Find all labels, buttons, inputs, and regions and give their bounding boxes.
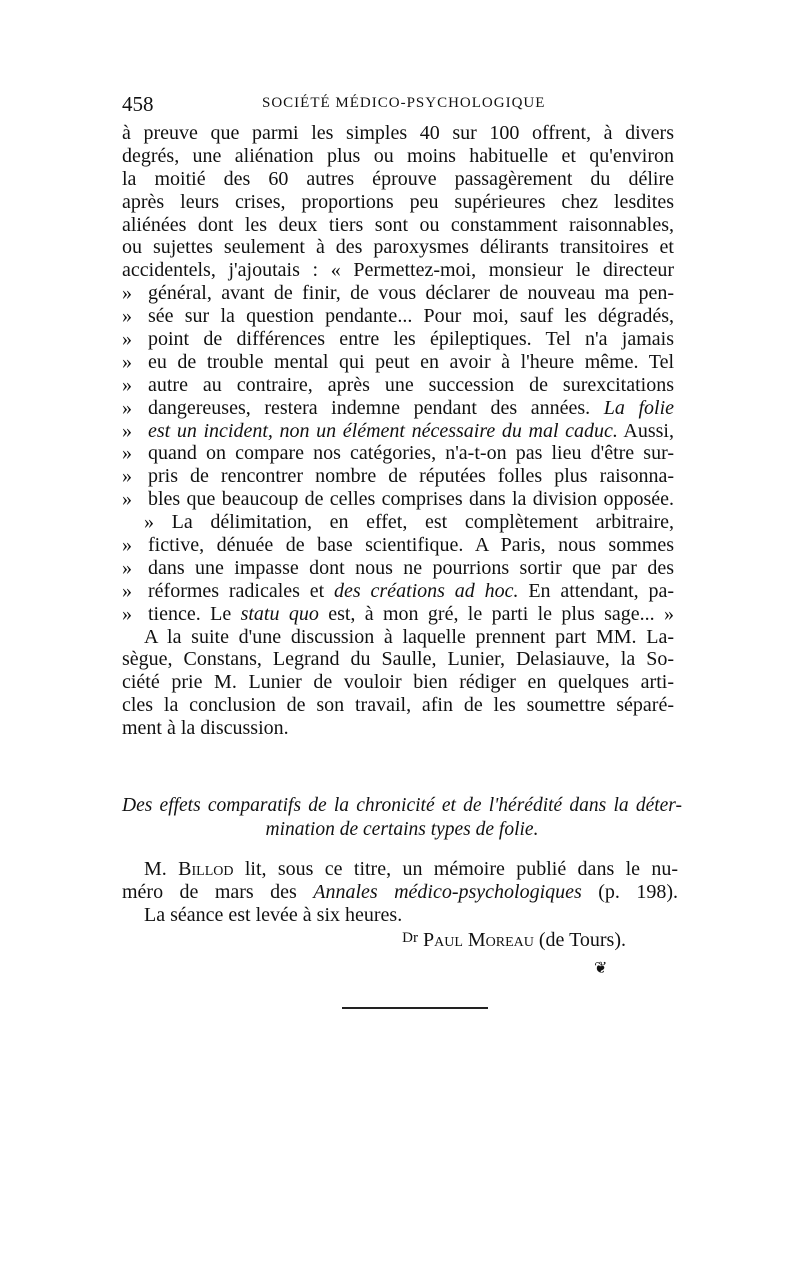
- text-line: ou sujettes seulement à des paroxysmes délirants transitoires et: [122, 236, 674, 259]
- quoted-line: » dans une impasse dont nous ne pourrions sortir que par des: [122, 556, 674, 579]
- quoted-line: » est un incident, non un élément nécessaire du mal caduc. Aussi,: [122, 419, 674, 442]
- quote-mark: »: [122, 556, 132, 579]
- quote-mark: »: [122, 373, 132, 396]
- quoted-line: » fictive, dénuée de base scientifique. A Paris, nous sommes: [122, 534, 674, 557]
- author-name: Billod: [178, 858, 234, 880]
- text-line: A la suite d'une discussion à laquelle prennent part MM. La-: [144, 625, 674, 648]
- quoted-line: » bles que beaucoup de celles comprises dans la division opposée.: [122, 488, 674, 511]
- quote-mark: »: [144, 511, 154, 534]
- quoted-line: » tience. Le statu quo est, à mon gré, le parti le plus sage... »: [122, 602, 674, 625]
- italic-fragment: des créations ad hoc.: [334, 579, 519, 602]
- quote-mark: »: [122, 328, 132, 351]
- quoted-line: » point de différences entre les épileptiques. Tel n'a jamais: [122, 328, 674, 351]
- quoted-line: » général, avant de finir, de vous déclarer de nouveau ma pen-: [122, 282, 674, 305]
- quote-mark: »: [122, 419, 132, 442]
- quoted-line: » autre au contraire, après une succession de surexcitations: [122, 373, 674, 396]
- text-line: La séance est levée à six heures.: [144, 904, 403, 926]
- quote-mark: »: [122, 579, 132, 602]
- closing-paragraph: [122, 858, 678, 950]
- quote-mark: »: [122, 282, 132, 305]
- quoted-line: » La délimitation, en effet, est complètement arbitraire,: [144, 511, 675, 534]
- page-header: [122, 92, 674, 116]
- text-line: ciété prie M. Lunier de vouloir bien rédiger en quelques arti-: [122, 671, 674, 694]
- page-number: 458: [122, 92, 154, 116]
- text-line: M. Billod lit, sous ce titre, un mémoire publié dans le nu-: [144, 858, 679, 880]
- quoted-line: » dangereuses, restera indemne pendant des années. La folie: [122, 396, 674, 419]
- italic-fragment: statu quo: [240, 602, 319, 625]
- text-line: méro de mars des Annales médico-psychologiques (p. 198).: [122, 881, 679, 903]
- journal-title: Annales médico-psychologiques: [313, 881, 582, 903]
- signature: $^{Dr}$ Paul Moreau (de Tours).: [402, 929, 626, 951]
- text-line: sègue, Constans, Legrand du Saulle, Lunier, Delasiauve, la So-: [122, 648, 674, 671]
- quote-mark: »: [122, 396, 132, 419]
- quote-mark: »: [122, 602, 132, 625]
- quoted-line: » réformes radicales et des créations ad hoc. En attendant, pa-: [122, 579, 675, 602]
- running-head: SOCIÉTÉ MÉDICO-PSYCHOLOGIQUE: [262, 95, 546, 111]
- text-line: à preuve que parmi les simples 40 sur 100 offrent, à divers: [122, 122, 674, 144]
- text-line: la moitié des 60 autres éprouve passagèrement du délire: [122, 167, 674, 190]
- quoted-line: » eu de trouble mental qui peut en avoir à l'heure même. Tel: [122, 350, 674, 373]
- quote-mark: »: [122, 465, 132, 488]
- text-line: aliénées dont les deux tiers sont ou constamment raisonnables,: [122, 213, 674, 236]
- text-line: accidentels, j'ajoutais : « Permettez-moi, monsieur le directeur: [122, 259, 674, 282]
- text-line: après leurs crises, proportions peu supérieures chez lesdites: [122, 190, 674, 213]
- quote-mark: »: [122, 305, 132, 328]
- quoted-line: » quand on compare nos catégories, n'a-t-on pas lieu d'être sur-: [122, 442, 674, 465]
- section-title-line: Des effets comparatifs de la chronicité et de l'hérédité dans la déter-: [122, 795, 682, 816]
- section-title: [122, 794, 682, 842]
- text-line: ment à la discussion.: [122, 717, 289, 740]
- quoted-line: » pris de rencontrer nombre de réputées folles plus raisonna-: [122, 465, 674, 488]
- text-line: cles la conclusion de son travail, afin de les soumettre séparé-: [122, 694, 674, 717]
- quote-mark: »: [122, 488, 132, 511]
- quote-mark: »: [122, 350, 132, 373]
- section-rule: [342, 1007, 488, 1009]
- fleuron-icon: ❦: [594, 960, 608, 977]
- quote-mark: »: [122, 442, 132, 465]
- quoted-line: » sée sur la question pendante... Pour moi, sauf les dégradés,: [122, 305, 674, 328]
- section-title-line: mination de certains types de folie.: [265, 819, 539, 840]
- italic-fragment: La folie: [603, 396, 674, 419]
- quote-mark: »: [122, 534, 132, 557]
- main-paragraph: [122, 122, 674, 740]
- text-line: degrés, une aliénation plus ou moins habituelle et qu'environ: [122, 144, 674, 167]
- signature-name: Paul Moreau: [422, 929, 534, 951]
